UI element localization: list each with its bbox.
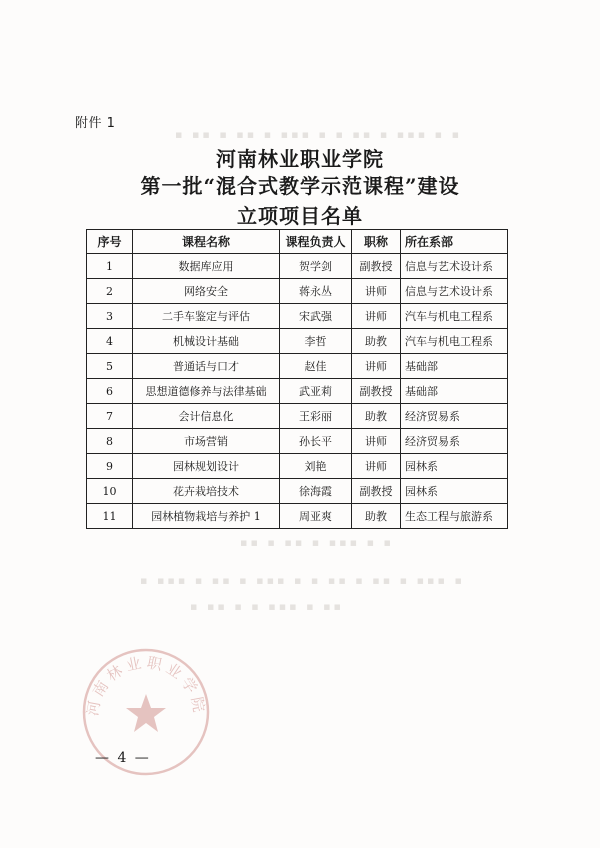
cell-course: 园林植物栽培与养护 1 — [133, 504, 280, 529]
cell-dept: 信息与艺术设计系 — [401, 254, 508, 279]
table-row — [87, 504, 508, 529]
cell-title: 副教授 — [352, 254, 401, 279]
table-row — [87, 279, 508, 304]
table-row — [87, 354, 508, 379]
cell-title: 助教 — [352, 404, 401, 429]
page-number: — 4 — — [95, 750, 151, 766]
cell-dept: 园林系 — [401, 454, 508, 479]
header-course: 课程名称 — [133, 230, 280, 254]
document-title-line-2: 第一批“混合式教学示范课程”建设 — [140, 174, 460, 198]
table-header-row — [87, 230, 508, 254]
cell-course: 花卉栽培技术 — [133, 479, 280, 504]
table-row — [87, 254, 508, 279]
cell-dept: 基础部 — [401, 379, 508, 404]
table-row — [87, 304, 508, 329]
header-lead: 课程负责人 — [280, 230, 352, 254]
cell-title: 副教授 — [352, 379, 401, 404]
cell-no: 11 — [87, 504, 133, 529]
cell-course: 网络安全 — [133, 279, 280, 304]
cell-title: 讲师 — [352, 304, 401, 329]
cell-dept: 信息与艺术设计系 — [401, 279, 508, 304]
cell-lead: 徐海霞 — [280, 479, 352, 504]
table-row — [87, 329, 508, 354]
document-title-line-3: 立项项目名单 — [237, 204, 363, 228]
table-row — [87, 479, 508, 504]
seal-star-icon — [126, 694, 166, 732]
cell-title: 副教授 — [352, 479, 401, 504]
header-title: 职称 — [352, 230, 401, 254]
cell-no: 8 — [87, 429, 133, 454]
document-title-line-1: 河南林业职业学院 — [216, 147, 384, 171]
table-row — [87, 454, 508, 479]
cell-lead: 贺学剑 — [280, 254, 352, 279]
cell-lead: 蒋永丛 — [280, 279, 352, 304]
cell-lead: 孙长平 — [280, 429, 352, 454]
cell-lead: 刘艳 — [280, 454, 352, 479]
cell-lead: 宋武强 — [280, 304, 352, 329]
cell-dept: 生态工程与旅游系 — [401, 504, 508, 529]
attachment-label: 附件 1 — [75, 116, 116, 131]
cell-no: 3 — [87, 304, 133, 329]
cell-lead: 王彩丽 — [280, 404, 352, 429]
cell-no: 10 — [87, 479, 133, 504]
cell-course: 市场营销 — [133, 429, 280, 454]
cell-no: 1 — [87, 254, 133, 279]
cell-lead: 赵佳 — [280, 354, 352, 379]
table-row — [87, 379, 508, 404]
cell-title: 助教 — [352, 329, 401, 354]
cell-course: 机械设计基础 — [133, 329, 280, 354]
cell-title: 讲师 — [352, 279, 401, 304]
project-list-table — [86, 229, 508, 529]
cell-no: 6 — [87, 379, 133, 404]
cell-course: 数据库应用 — [133, 254, 280, 279]
cell-title: 助教 — [352, 504, 401, 529]
cell-title: 讲师 — [352, 454, 401, 479]
header-no: 序号 — [87, 230, 133, 254]
cell-title: 讲师 — [352, 429, 401, 454]
cell-course: 普通话与口才 — [133, 354, 280, 379]
cell-no: 7 — [87, 404, 133, 429]
cell-lead: 周亚爽 — [280, 504, 352, 529]
cell-course: 园林规划设计 — [133, 454, 280, 479]
cell-dept: 经济贸易系 — [401, 429, 508, 454]
cell-course: 会计信息化 — [133, 404, 280, 429]
table-row — [87, 404, 508, 429]
cell-dept: 基础部 — [401, 354, 508, 379]
bleed-through-text: ▪ ▪▪ ▪ ▪ ▪▪▪ ▪ ▪▪ — [190, 600, 344, 613]
bleed-through-text: ▪ ▪▪ ▪ ▪▪ ▪ ▪▪▪ ▪ ▪ ▪▪ ▪ ▪▪▪ ▪ ▪ — [175, 128, 463, 141]
cell-no: 9 — [87, 454, 133, 479]
cell-no: 5 — [87, 354, 133, 379]
cell-course: 二手车鉴定与评估 — [133, 304, 280, 329]
bleed-through-text: ▪▪ ▪ ▪▪ ▪ ▪▪▪ ▪ ▪ — [240, 536, 394, 549]
cell-no: 2 — [87, 279, 133, 304]
cell-lead: 武亚莉 — [280, 379, 352, 404]
cell-title: 讲师 — [352, 354, 401, 379]
table-row — [87, 429, 508, 454]
cell-no: 4 — [87, 329, 133, 354]
cell-dept: 园林系 — [401, 479, 508, 504]
cell-dept: 经济贸易系 — [401, 404, 508, 429]
cell-course: 思想道德修养与法律基础 — [133, 379, 280, 404]
cell-dept: 汽车与机电工程系 — [401, 304, 508, 329]
seal-text: 河南林业职业学院 — [83, 653, 209, 718]
header-dept: 所在系部 — [401, 230, 508, 254]
cell-dept: 汽车与机电工程系 — [401, 329, 508, 354]
bleed-through-text: ▪ ▪▪▪ ▪ ▪▪ ▪ ▪▪▪ ▪ ▪ ▪▪ ▪ ▪▪ ▪ ▪▪▪ ▪ — [140, 574, 465, 587]
cell-lead: 李哲 — [280, 329, 352, 354]
